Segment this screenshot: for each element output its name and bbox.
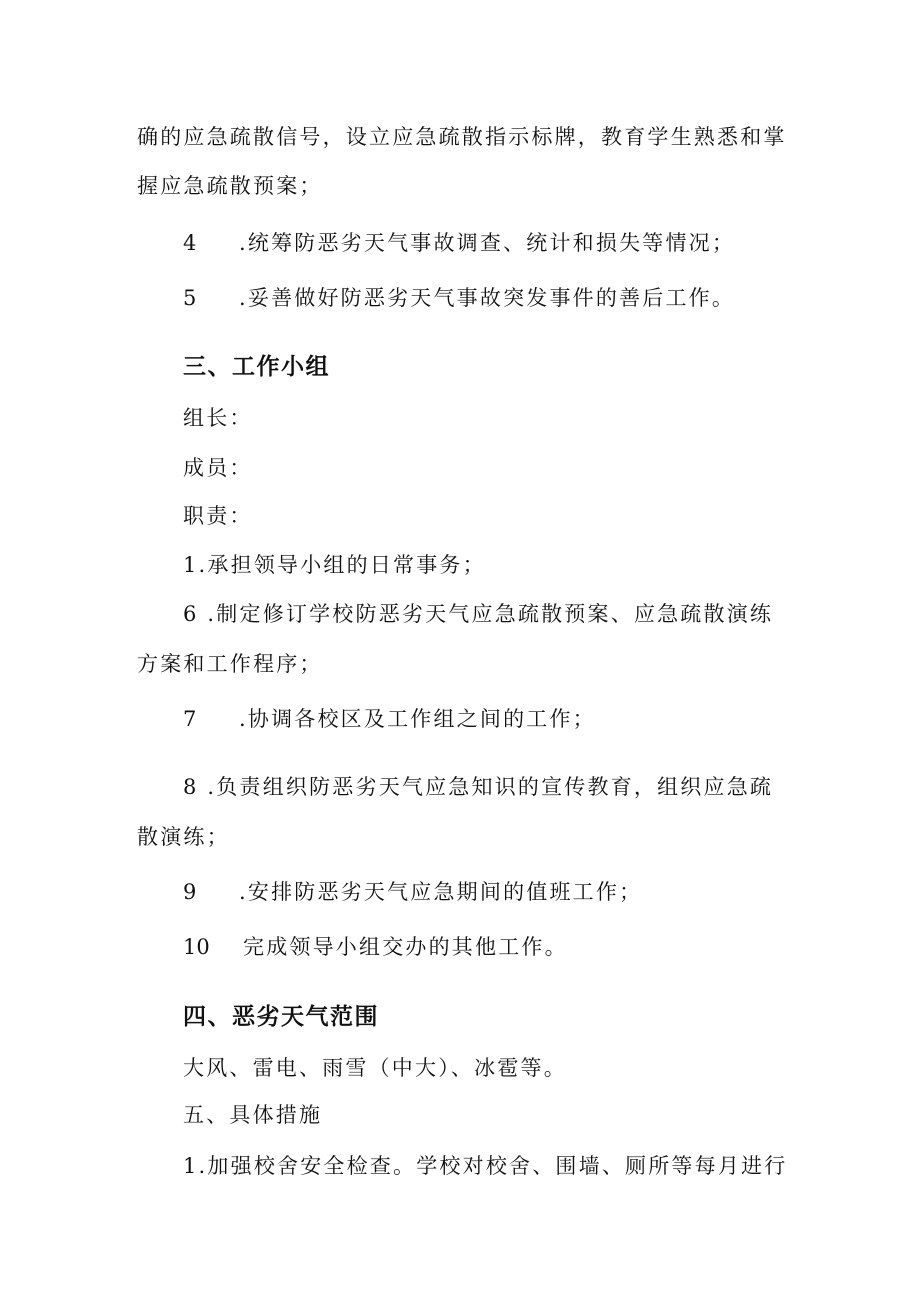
list-item-text: .统筹防恶劣天气事故调查、统计和损失等情况； [239,231,736,255]
list-item-number: 9 [183,880,197,904]
list-item-number: 5 [183,286,197,310]
duty-item-1: 1.承担领导小组的日常事务； [183,553,486,577]
list-item-text: .协调各校区及工作组之间的工作； [239,707,596,731]
leader-label: 组长： [183,406,253,430]
section-heading-3: 三、工作小组 [183,354,330,380]
duty-item-8: 8 .负责组织防恶劣天气应急知识的宣传教育，组织应急疏 [183,775,774,799]
list-item-number: 4 [183,231,197,255]
measure-item-1: 1.加强校舍安全检查。学校对校舍、围墙、厕所等每月进行 [183,1154,788,1178]
members-label: 成员： [183,456,253,480]
list-item-text: .妥善做好防恶劣天气事故突发事件的善后工作。 [239,286,736,310]
duty-item-7 [183,705,596,733]
list-item-text: .安排防恶劣天气应急期间的值班工作； [239,880,643,904]
list-item-5 [183,284,735,312]
section-heading-5: 五、具体措施 [183,1103,323,1127]
paragraph-line: 确的应急疏散信号，设立应急疏散指示标牌，教育学生熟悉和掌 [137,125,787,149]
list-item-number: 7 [183,707,197,731]
duty-item-6: 6 .制定修订学校防恶劣天气应急疏散预案、应急疏散演练 [183,602,774,626]
paragraph-line: 方案和工作程序； [137,652,323,676]
list-item-4 [183,229,735,257]
list-item-text: 完成领导小组交办的其他工作。 [243,935,568,959]
paragraph-line: 握应急疏散预案； [137,174,323,198]
duties-label: 职责： [183,504,253,528]
duty-item-9 [183,878,642,906]
paragraph-line: 散演练； [137,825,230,849]
duty-item-10 [183,933,568,961]
weather-list: 大风、雷电、雨雪（中大）、冰雹等。 [183,1056,567,1080]
section-heading-4: 四、恶劣天气范围 [183,1004,379,1030]
list-item-number: 10 [183,935,210,959]
